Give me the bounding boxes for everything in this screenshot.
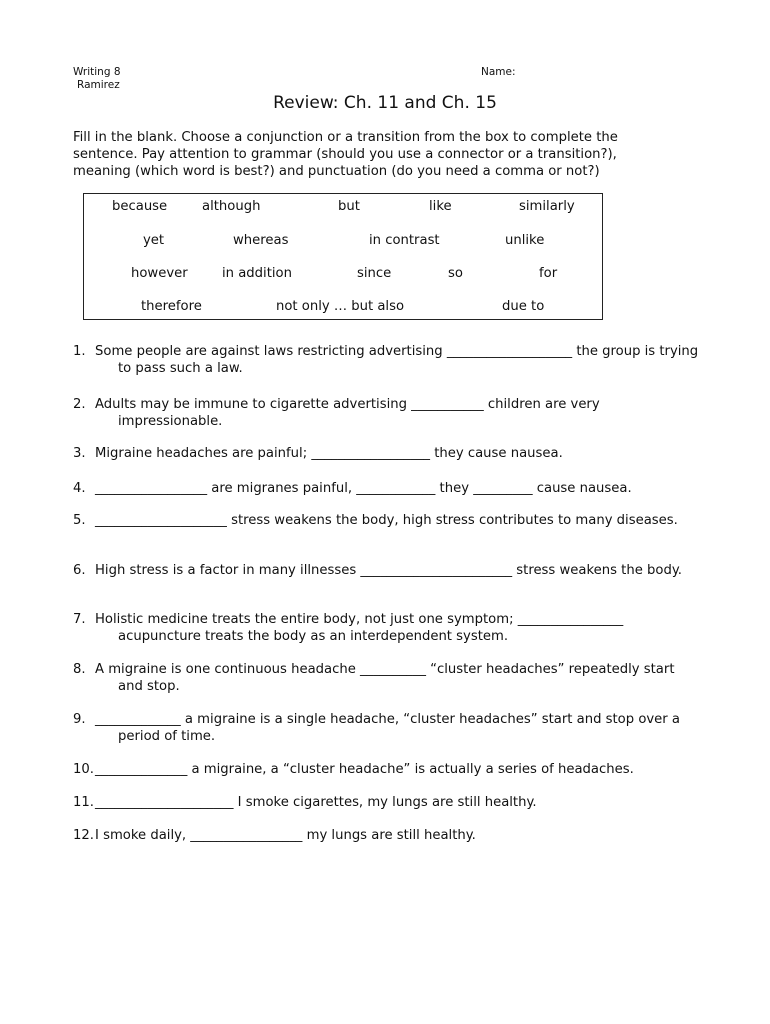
question-2 [73,396,703,430]
word-bank-item: due to [502,299,545,314]
word-bank-item: similarly [519,199,575,214]
word-bank-item: because [112,199,168,214]
word-bank-item: but [338,199,360,214]
word-bank-item: so [448,266,463,281]
question-6 [73,562,703,579]
word-bank-item: in contrast [369,233,440,248]
word-bank-item: unlike [505,233,545,248]
word-bank-item: since [357,266,392,281]
question-number: 8. [73,662,86,677]
question-number: 10. [73,762,94,777]
question-5 [73,512,703,529]
word-bank-item: for [539,266,558,281]
question-number: 12. [73,828,94,843]
question-text: Migraine headaches are painful; __________________ they cause nausea. [95,446,563,461]
question-text: ____________________ stress weakens the body, high stress contributes to many diseases. [95,513,678,528]
word-bank-item: therefore [141,299,202,314]
question-4 [73,480,703,497]
question-text: I smoke daily, _________________ my lungs are still healthy. [95,828,476,843]
question-1 [73,343,703,377]
question-number: 9. [73,712,86,727]
name-label: Name: [481,66,516,78]
question-number: 2. [73,397,86,412]
instructions: Fill in the blank. Choose a conjunction or a transition from the box to complete the sentence. Pay attention to grammar (should you use a connector or a transition?), meaning (which word is best?) and punctuation (do you need a comma or not?) [73,130,618,179]
word-bank-item: not only … but also [276,299,405,314]
word-bank-item: yet [143,233,165,248]
question-text: A migraine is one continuous headache __________ “cluster headaches” repeatedly start and stop. [95,662,675,694]
question-text: _____________________ I smoke cigarettes, my lungs are still healthy. [95,795,537,810]
word-bank-item: however [131,266,188,281]
word-bank-item: whereas [233,233,289,248]
question-11 [73,794,703,811]
question-3 [73,445,703,462]
question-text: Adults may be immune to cigarette advertising ___________ children are very impressionable. [95,397,600,429]
question-number: 11. [73,795,94,810]
question-text: _____________ a migraine is a single headache, “cluster headaches” start and stop over a period of time. [95,712,680,744]
question-number: 7. [73,612,86,627]
teacher-label: Ramirez [77,79,120,91]
word-bank-item: like [429,199,452,214]
question-text: ______________ a migraine, a “cluster headache” is actually a series of headaches. [95,762,634,777]
word-bank-item: in addition [222,266,292,281]
question-text: Holistic medicine treats the entire body, not just one symptom; ________________ acupuncture treats the body as an interdependent system. [95,612,624,644]
question-12 [73,827,703,844]
question-number: 3. [73,446,86,461]
question-9 [73,711,703,745]
question-number: 6. [73,563,86,578]
question-text: High stress is a factor in many illnesses _______________________ stress weakens the body. [95,563,682,578]
word-bank-item: although [202,199,261,214]
question-number: 1. [73,344,86,359]
question-10 [73,761,703,778]
question-number: 4. [73,481,86,496]
word-bank-box [83,193,603,320]
page-title: Review: Ch. 11 and Ch. 15 [273,93,497,113]
course-label: Writing 8 [73,66,121,78]
question-text: _________________ are migranes painful, ____________ they _________ cause nausea. [95,481,632,496]
question-number: 5. [73,513,86,528]
question-7 [73,611,703,645]
question-text: Some people are against laws restricting advertising ___________________ the group is trying to pass such a law. [95,344,699,376]
question-8 [73,661,703,695]
